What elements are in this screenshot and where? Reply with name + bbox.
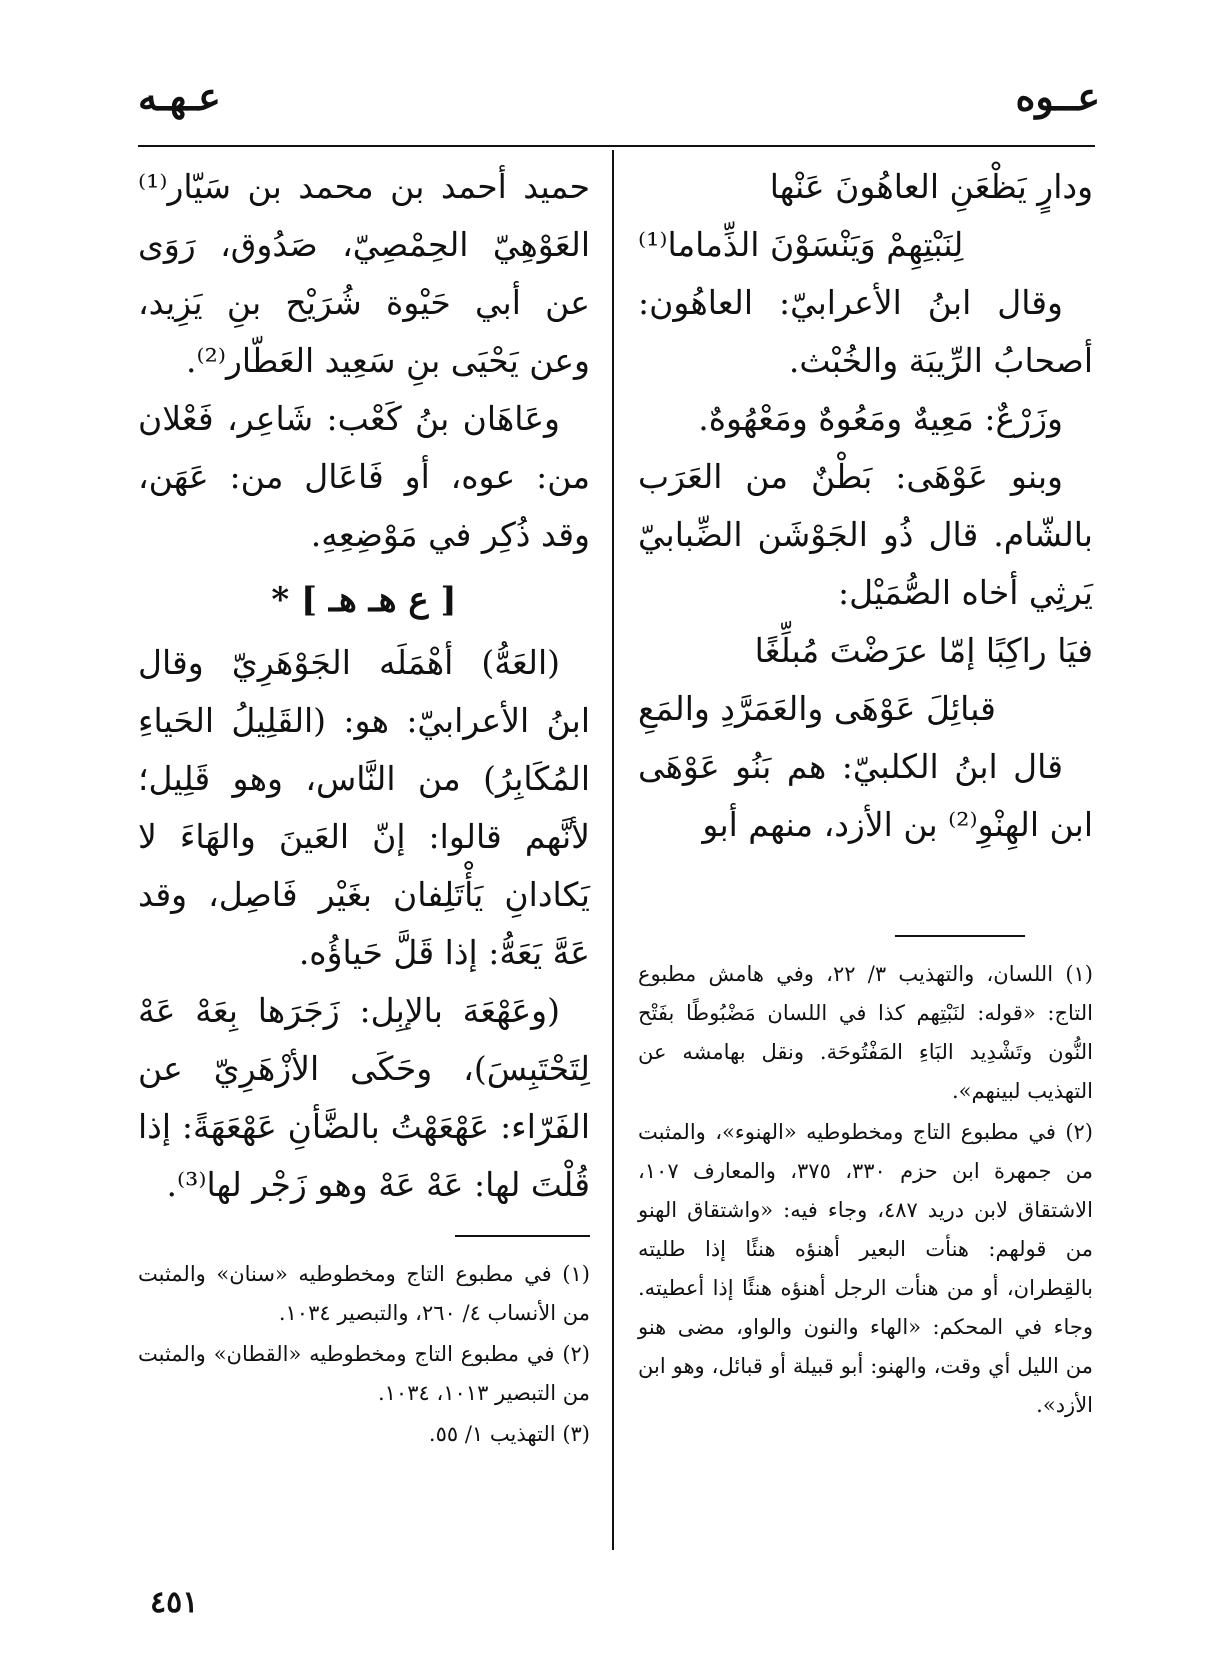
footnote-rule-right [895, 935, 1025, 937]
verse-2-second-hemistich: قبائِلَ عَوْهَى والعَمَرَّدِ والمَعِ [638, 689, 996, 728]
footnote: (٢) في مطبوع التاج ومخطوطيه «الهنوء»، والمثبت من جمهرة ابن حزم ٣٣٠، ٣٧٥، والمعارف ١٠٧، الاشتقاق لابن دريد ٤٨٧، وجاء فيه: «واشتقاق الهنو من قولهم: هنأت البعير أهنؤه هنئًا إذا طليته بالقِطران، أو من هنأت الرجل أهنؤه هنئًا إذا أعطيته. وجاء في المحكم: «الهاء والنون والواو، مضى هنو من الليل أي وقت، والهنو: أبو قبيلة أو قبائل، وهو ابن الأزد». [638, 1120, 1093, 1417]
column-divider [612, 150, 614, 1550]
footnote: (٣) التهذيب ١/ ٥٥. [428, 1422, 590, 1446]
header-root-right: عــوه [1015, 74, 1100, 119]
verse-2-first-hemistich: فيَا راكِبًا إمّا عرَضْتَ مُبلِّغًا [754, 631, 1093, 670]
left-column [138, 158, 590, 1214]
page-number: ٤٥١ [150, 1585, 199, 1620]
entry-paragraph: قال ابنُ الكلبيّ: هم بَنُو عَوْهَى ابن الهِنْوِ⁽²⁾ بن الأزد، منهم أبو [638, 747, 1093, 844]
footnote: (١) اللسان، والتهذيب ٣/ ٢٢، وفي هامش مطبوع التاج: «قوله: لنَبْتِهم كذا في اللسان مَضْبُوطًا بفَتْح النُّون وتَشْدِيد البَاءِ المَفْتُوحَة. ونقل بهامشه عن التهذيب لبينهم». [638, 962, 1093, 1103]
entry-paragraph: (وعَهْعَهَ بالإبِل: زَجَرَها بِعَهْ عَهْ لِتَحْتَبِسَ)، وحَكَى الأزْهَرِيّ عن الفَرّاء: عَهْعَهْتُ بالضَّأنِ عَهْعَهَةً: إذا قُلْتَ لها: عَهْ عَهْ وهو زَجْر لها⁽³⁾. [138, 991, 590, 1204]
footnote: (١) في مطبوع التاج ومخطوطيه «سنان» والمثبت من الأنساب ٤/ ٢٦٠، والتبصير ١٠٣٤. [138, 1262, 590, 1325]
section-heading: [ ع هـ هـ ] * [271, 580, 457, 620]
footnote-rule-left [455, 1235, 590, 1237]
footnote: (٢) في مطبوع التاج ومخطوطيه «القطان» والمثبت من التبصير ١٠١٣، ١٠٣٤. [138, 1342, 590, 1405]
verse-1-second-hemistich: لِنَبْتِهِمْ وَيَنْسَوْنَ الذِّماما⁽¹⁾ [638, 225, 964, 264]
entry-paragraph: وزَرْعٌ: مَعِيهٌ ومَعُوهٌ ومَعْهُوهٌ. [698, 399, 1063, 438]
header-root-left: عـهـه [138, 74, 221, 119]
entry-paragraph: (العَهُّ) أهْمَلَه الجَوْهَرِيّ وقال ابنُ الأعرابيّ: هو: (القَلِيلُ الحَياءِ المُكَابِرُ) من النَّاس، وهو قَلِيل؛ لأنَّهم قالوا: إنّ العَينَ والهَاءَ لا يَكادانِ يَأْتَلِفان بغَيْر فَاصِل، وقد عَهَّ يَعَهُّ: إذا قَلَّ حَياؤُه. [138, 643, 590, 972]
footnotes-left [138, 1255, 590, 1456]
verse-1-first-hemistich: ودارٍ يَظْعَنِ العاهُونَ عَنْها [769, 167, 1093, 206]
footnotes-right [638, 955, 1093, 1427]
right-column [638, 158, 1093, 854]
entry-paragraph: وعَاهَان بنُ كَعْب: شَاعِر، فَعْلان من: عوه، أو فَاعَال من: عَهَن، وقد ذُكِر في مَوْضِعِهِ. [138, 399, 590, 554]
header-rule [138, 145, 1095, 147]
entry-paragraph: حميد أحمد بن محمد بن سَيّار⁽¹⁾ العَوْهِيّ الحِمْصِيّ، صَدُوق، رَوَى عن أبي حَيْوة شُرَيْح بنِ يَزِيد، وعن يَحْيَى بنِ سَعِيد العَطّار⁽²⁾. [138, 167, 590, 380]
entry-paragraph: وبنو عَوْهَى: بَطْنٌ من العَرَب بالشّام. قال ذُو الجَوْشَن الضِّبابيّ يَرثِي أخاه الصُّمَيْل: [638, 457, 1093, 612]
entry-paragraph: وقال ابنُ الأعرابيّ: العاهُون: أصحابُ الرِّيبَة والخُبْث. [638, 283, 1093, 380]
